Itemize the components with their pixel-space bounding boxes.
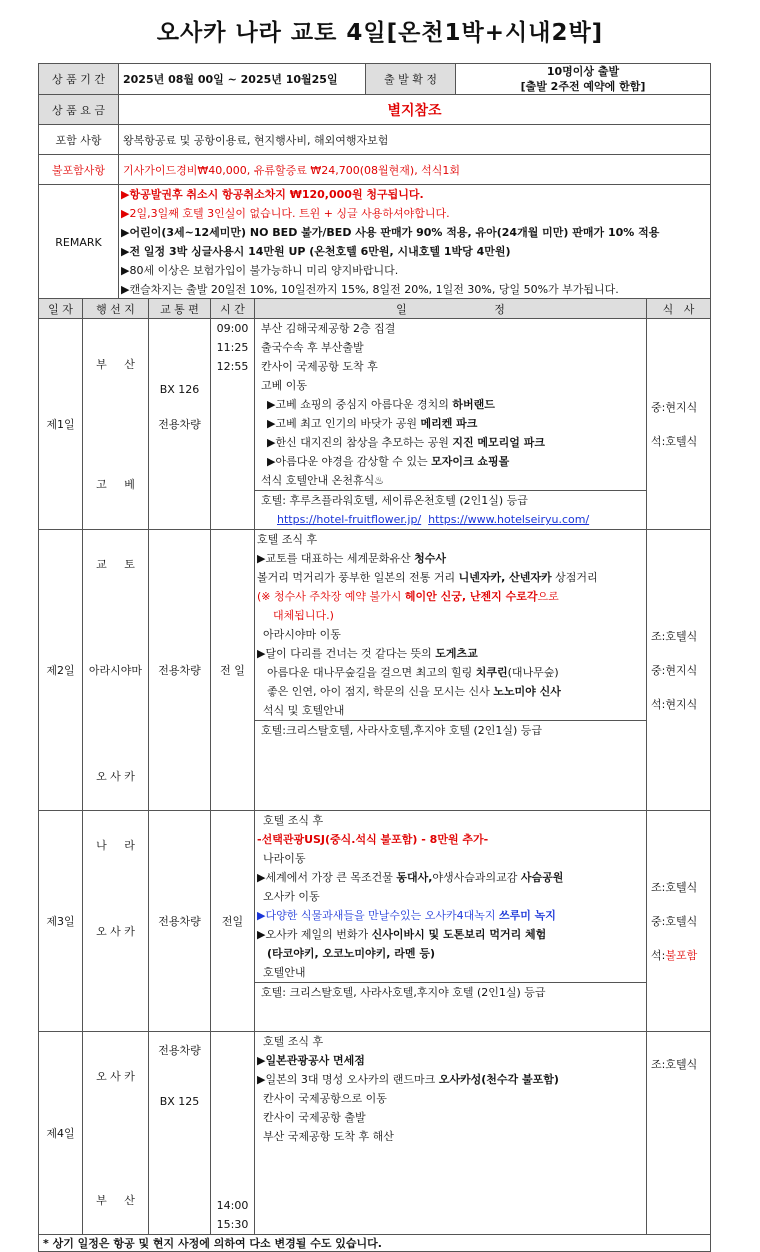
period-label: 상 품 기 간 (39, 64, 119, 95)
attraction-name: 도게츠교 (435, 647, 478, 660)
header-itinerary: 일 정 (255, 299, 647, 319)
itinerary-line: 석식 호텔안내 온천휴식♨ (261, 474, 385, 487)
meal: 중:현지식 (651, 664, 698, 677)
exclude-value: 기사가이드경비₩40,000, 유류할증료 ₩24,700(08월현재), 석식1회 (119, 155, 711, 185)
line-text: ▶오사카 제일의 번화가 (257, 928, 372, 941)
day4-transport (149, 1032, 211, 1235)
remark-item: ▶80세 이상은 보험가입이 불가능하니 미리 양지바랍니다. (121, 264, 399, 278)
day1-transport (149, 319, 211, 530)
day2-place2: 아라시야마 (88, 664, 143, 677)
itinerary-line: 고베 이동 (261, 379, 308, 392)
attraction-name: 노노미야 신사 (493, 685, 561, 698)
remark-item: ▶캔슬차지는 출발 20일전 10%, 10일전까지 15%, 8일전 20%, 1일전 30%, 당일 50%가 부가됩니다. (121, 283, 619, 297)
day2-place1: 교 토 (96, 558, 135, 571)
include-value: 왕복항공료 및 공항이용료, 현지행사비, 해외여행자보험 (119, 125, 711, 155)
itinerary-line: 칸사이 국제공항 출발 (263, 1111, 366, 1124)
day4-flight: BX 125 (159, 1095, 200, 1108)
itinerary-line: 출국수속 후 부산출발 (261, 341, 364, 354)
remark-list (119, 185, 711, 301)
hotel-link[interactable]: https://www.hotelseiryu.com/ (428, 513, 590, 526)
itinerary-line (257, 644, 644, 663)
itinerary-line: 호텔안내 (263, 966, 306, 979)
line-text: 좋은 인연, 아이 점지, 학문의 신을 모시는 신사 (267, 685, 494, 698)
day3-meals (647, 811, 711, 1032)
day3-itinerary (255, 811, 647, 1032)
day2-time: 전 일 (211, 530, 255, 811)
attraction-name: 동대사, (396, 871, 433, 884)
line-text: 으로 (537, 590, 559, 603)
itinerary-line (257, 682, 644, 701)
itinerary-line: 나라이동 (263, 852, 306, 865)
confirm-value (456, 64, 711, 95)
day1-place1: 부 산 (96, 358, 135, 371)
meal (651, 947, 706, 963)
attraction-name: 니넨자카, 산넨자카 (458, 571, 552, 584)
line-text: (대나무숲) (507, 666, 559, 679)
day4-place1: 오 사 카 (96, 1070, 135, 1083)
itinerary-line (261, 433, 640, 452)
remark-item: ▶전 일정 3박 싱글사용시 14만원 UP (온천호텔 6만원, 시내호텔 1박당 4만원) (121, 245, 511, 259)
meal: 조:호텔식 (651, 881, 698, 894)
schedule-table (38, 298, 711, 1252)
meal: 중:호텔식 (651, 915, 698, 928)
itinerary-line: 부산 김해국제공항 2층 집결 (261, 322, 396, 335)
attraction-name: 하버랜드 (452, 398, 495, 411)
itinerary-line (257, 1070, 644, 1089)
day4-itinerary (255, 1032, 647, 1235)
day4-places (83, 1032, 149, 1235)
day4-row (39, 1032, 711, 1235)
day2-itinerary (255, 530, 647, 811)
day3-row (39, 811, 711, 1032)
line-text: ▶아름다운 야경을 감상할 수 있는 (267, 455, 432, 468)
itinerary-line (257, 549, 644, 568)
itinerary-line: 호텔 조식 후 (263, 814, 324, 827)
day3-place1: 나 라 (96, 839, 135, 852)
day1-time: 12:55 (216, 360, 249, 373)
remark-label: REMARK (39, 185, 119, 301)
price-label: 상 품 요 금 (39, 95, 119, 125)
price-value: 별지참조 (119, 95, 711, 125)
day1-time: 11:25 (216, 341, 249, 354)
day4-meals (647, 1032, 711, 1235)
header-meal: 식 사 (647, 299, 711, 319)
itinerary-line (257, 568, 644, 587)
day4-vehicle: 전용차량 (158, 1044, 201, 1057)
day3-place2: 오 사 카 (96, 925, 135, 938)
day4-place2: 부 산 (96, 1194, 135, 1207)
attraction-name: 사슴공원 (520, 871, 564, 884)
confirm-line1: 10명이상 출발 (546, 65, 620, 78)
attraction-name: 헤이안 신궁, 난젠지 수로각 (404, 590, 538, 603)
line-text: 야생사슴과의교감 (432, 871, 521, 884)
day2-row (39, 530, 711, 811)
day2-places (83, 530, 149, 811)
itinerary-line: 대체됩니다.) (273, 609, 334, 622)
itinerary-line (261, 452, 640, 471)
line-text: ▶일본의 3대 명성 오사카의 랜드마크 (257, 1073, 439, 1086)
day1-flight: BX 126 (159, 382, 200, 396)
day1-places (83, 319, 149, 530)
itinerary-line: 석식 및 호텔안내 (263, 704, 345, 717)
day4-time: 14:00 (216, 1199, 249, 1212)
day3-transport: 전용차량 (149, 811, 211, 1032)
footer-note: * 상기 일정은 항공 및 현지 사정에 의하여 다소 변경될 수도 있습니다. (39, 1235, 711, 1252)
confirm-line2: [출발 2주전 예약에 한함] (520, 80, 646, 93)
day2-meals (647, 530, 711, 811)
hotel-info: 호텔:크리스탈호텔, 사라사호텔,후지야 호텔 (2인1실) 등급 (261, 724, 543, 737)
itinerary-line: 칸사이 국제공항 도착 후 (261, 360, 378, 373)
day3-places (83, 811, 149, 1032)
line-text: (※ 청수사 주차장 예약 불가시 (257, 590, 405, 603)
attraction-name: 지진 메모리얼 파크 (452, 436, 546, 449)
meal-prefix: 석: (651, 949, 666, 962)
include-label: 포함 사항 (39, 125, 119, 155)
line-text: 볼거리 먹거리가 풍부한 일본의 전통 거리 (257, 571, 459, 584)
itinerary-line (257, 925, 644, 944)
itinerary-line: ▶일본관광공사 면세점 (257, 1054, 365, 1067)
itinerary-line (261, 414, 640, 433)
day3-time: 전일 (211, 811, 255, 1032)
meal: 석:현지식 (651, 698, 698, 711)
itinerary-line (257, 587, 644, 606)
day2-place3: 오 사 카 (96, 770, 135, 783)
itinerary-line: 오사카 이동 (263, 890, 320, 903)
itinerary-line: (타코야키, 오코노미야키, 라멘 등) (267, 947, 436, 960)
line-text: 상점거리 (551, 571, 598, 584)
remark-item: ▶어린이(3세~12세미만) NO BED 불가/BED 사용 판매가 90% 적용, 유아(24개월 미만) 판매가 10% 적용 (121, 226, 660, 240)
meal: 조:호텔식 (651, 630, 698, 643)
day2-label: 제2일 (39, 530, 83, 811)
line-text: ▶달이 다리를 건너는 것 같다는 뜻의 (257, 647, 436, 660)
period-value: 2025년 08월 00일 ~ 2025년 10월25일 (119, 64, 366, 95)
line-text: 아름다운 대나무숲길을 걸으면 최고의 힐링 (267, 666, 476, 679)
itinerary-line: 칸사이 국제공항으로 이동 (263, 1092, 387, 1105)
line-text: ▶한신 대지진의 참상을 추모하는 공원 (267, 436, 453, 449)
day1-place2: 고 베 (96, 478, 135, 491)
attraction-name: 쓰루미 녹지 (498, 909, 556, 922)
line-text: ▶고베 쇼핑의 중심지 아름다운 경치의 (267, 398, 453, 411)
meal: 조:호텔식 (651, 1058, 698, 1071)
line-text: ▶고베 최고 인기의 바닷가 공원 (267, 417, 421, 430)
meal: 중:현지식 (651, 401, 698, 414)
hotel-link[interactable]: https://hotel-fruitflower.jp/ (277, 513, 422, 526)
day1-itinerary (255, 319, 647, 530)
day3-label: 제3일 (39, 811, 83, 1032)
attraction-name: 모자이크 쇼핑몰 (431, 455, 510, 468)
attraction-name: 오사카성(천수각 불포함) (438, 1073, 559, 1086)
day1-label: 제1일 (39, 319, 83, 530)
attraction-name: 청수사 (414, 552, 446, 565)
header-transport: 교 통 편 (149, 299, 211, 319)
page-title: 오사카 나라 교토 4일[온천1박+시내2박] (156, 20, 604, 46)
header-time: 시 간 (211, 299, 255, 319)
attraction-name: 치쿠린 (475, 666, 508, 679)
itinerary-line (257, 868, 644, 887)
day4-time: 15:30 (216, 1218, 249, 1231)
itinerary-line (261, 395, 640, 414)
remark-item: ▶2일,3일째 호텔 3인실이 없습니다. 트윈 + 싱글 사용하셔야합니다. (121, 207, 450, 221)
itinerary-line: 호텔 조식 후 (263, 1035, 324, 1048)
day1-meals (647, 319, 711, 530)
itinerary-line (257, 906, 644, 925)
remark-item: ▶항공발권후 취소시 항공취소차지 ₩120,000원 청구됩니다. (121, 188, 424, 201)
line-text: ▶다양한 식물과새들을 만날수있는 오사카4대녹지 (257, 909, 499, 922)
day4-label: 제4일 (39, 1032, 83, 1235)
itinerary-line: 부산 국제공항 도착 후 해산 (263, 1130, 394, 1143)
header-place: 행 선 지 (83, 299, 149, 319)
attraction-name: 메리켄 파크 (420, 417, 478, 430)
day1-row (39, 319, 711, 530)
exclude-label: 불포함사항 (39, 155, 119, 185)
itinerary-line: -선택관광USJ(중식.석식 불포함) - 8만원 추가- (257, 833, 489, 846)
attraction-name: 신사이바시 및 도톤보리 먹거리 체험 (371, 928, 547, 941)
day1-time: 09:00 (216, 322, 249, 335)
itinerary-line: 아라시야마 이동 (263, 628, 341, 641)
day4-times (211, 1032, 255, 1235)
line-text: ▶교토를 대표하는 세계문화유산 (257, 552, 415, 565)
day1-vehicle: 전용차량 (158, 417, 201, 431)
itinerary-line (257, 663, 644, 682)
product-info-table (38, 63, 711, 301)
hotel-info: 호텔: 크리스탈호텔, 사라사호텔,후지야 호텔 (2인1실) 등급 (261, 986, 546, 999)
meal-excluded: 불포함 (665, 949, 698, 962)
day2-transport: 전용차량 (149, 530, 211, 811)
line-text: ▶세계에서 가장 큰 목조건물 (257, 871, 397, 884)
itinerary-line: 호텔 조식 후 (257, 533, 318, 546)
hotel-info: 호텔: 후루츠플라워호텔, 세이류온천호텔 (2인1실) 등급 (261, 494, 528, 507)
header-day: 일 자 (39, 299, 83, 319)
confirm-label: 출 발 확 정 (366, 64, 456, 95)
meal: 석:호텔식 (651, 435, 698, 448)
day1-times (211, 319, 255, 530)
